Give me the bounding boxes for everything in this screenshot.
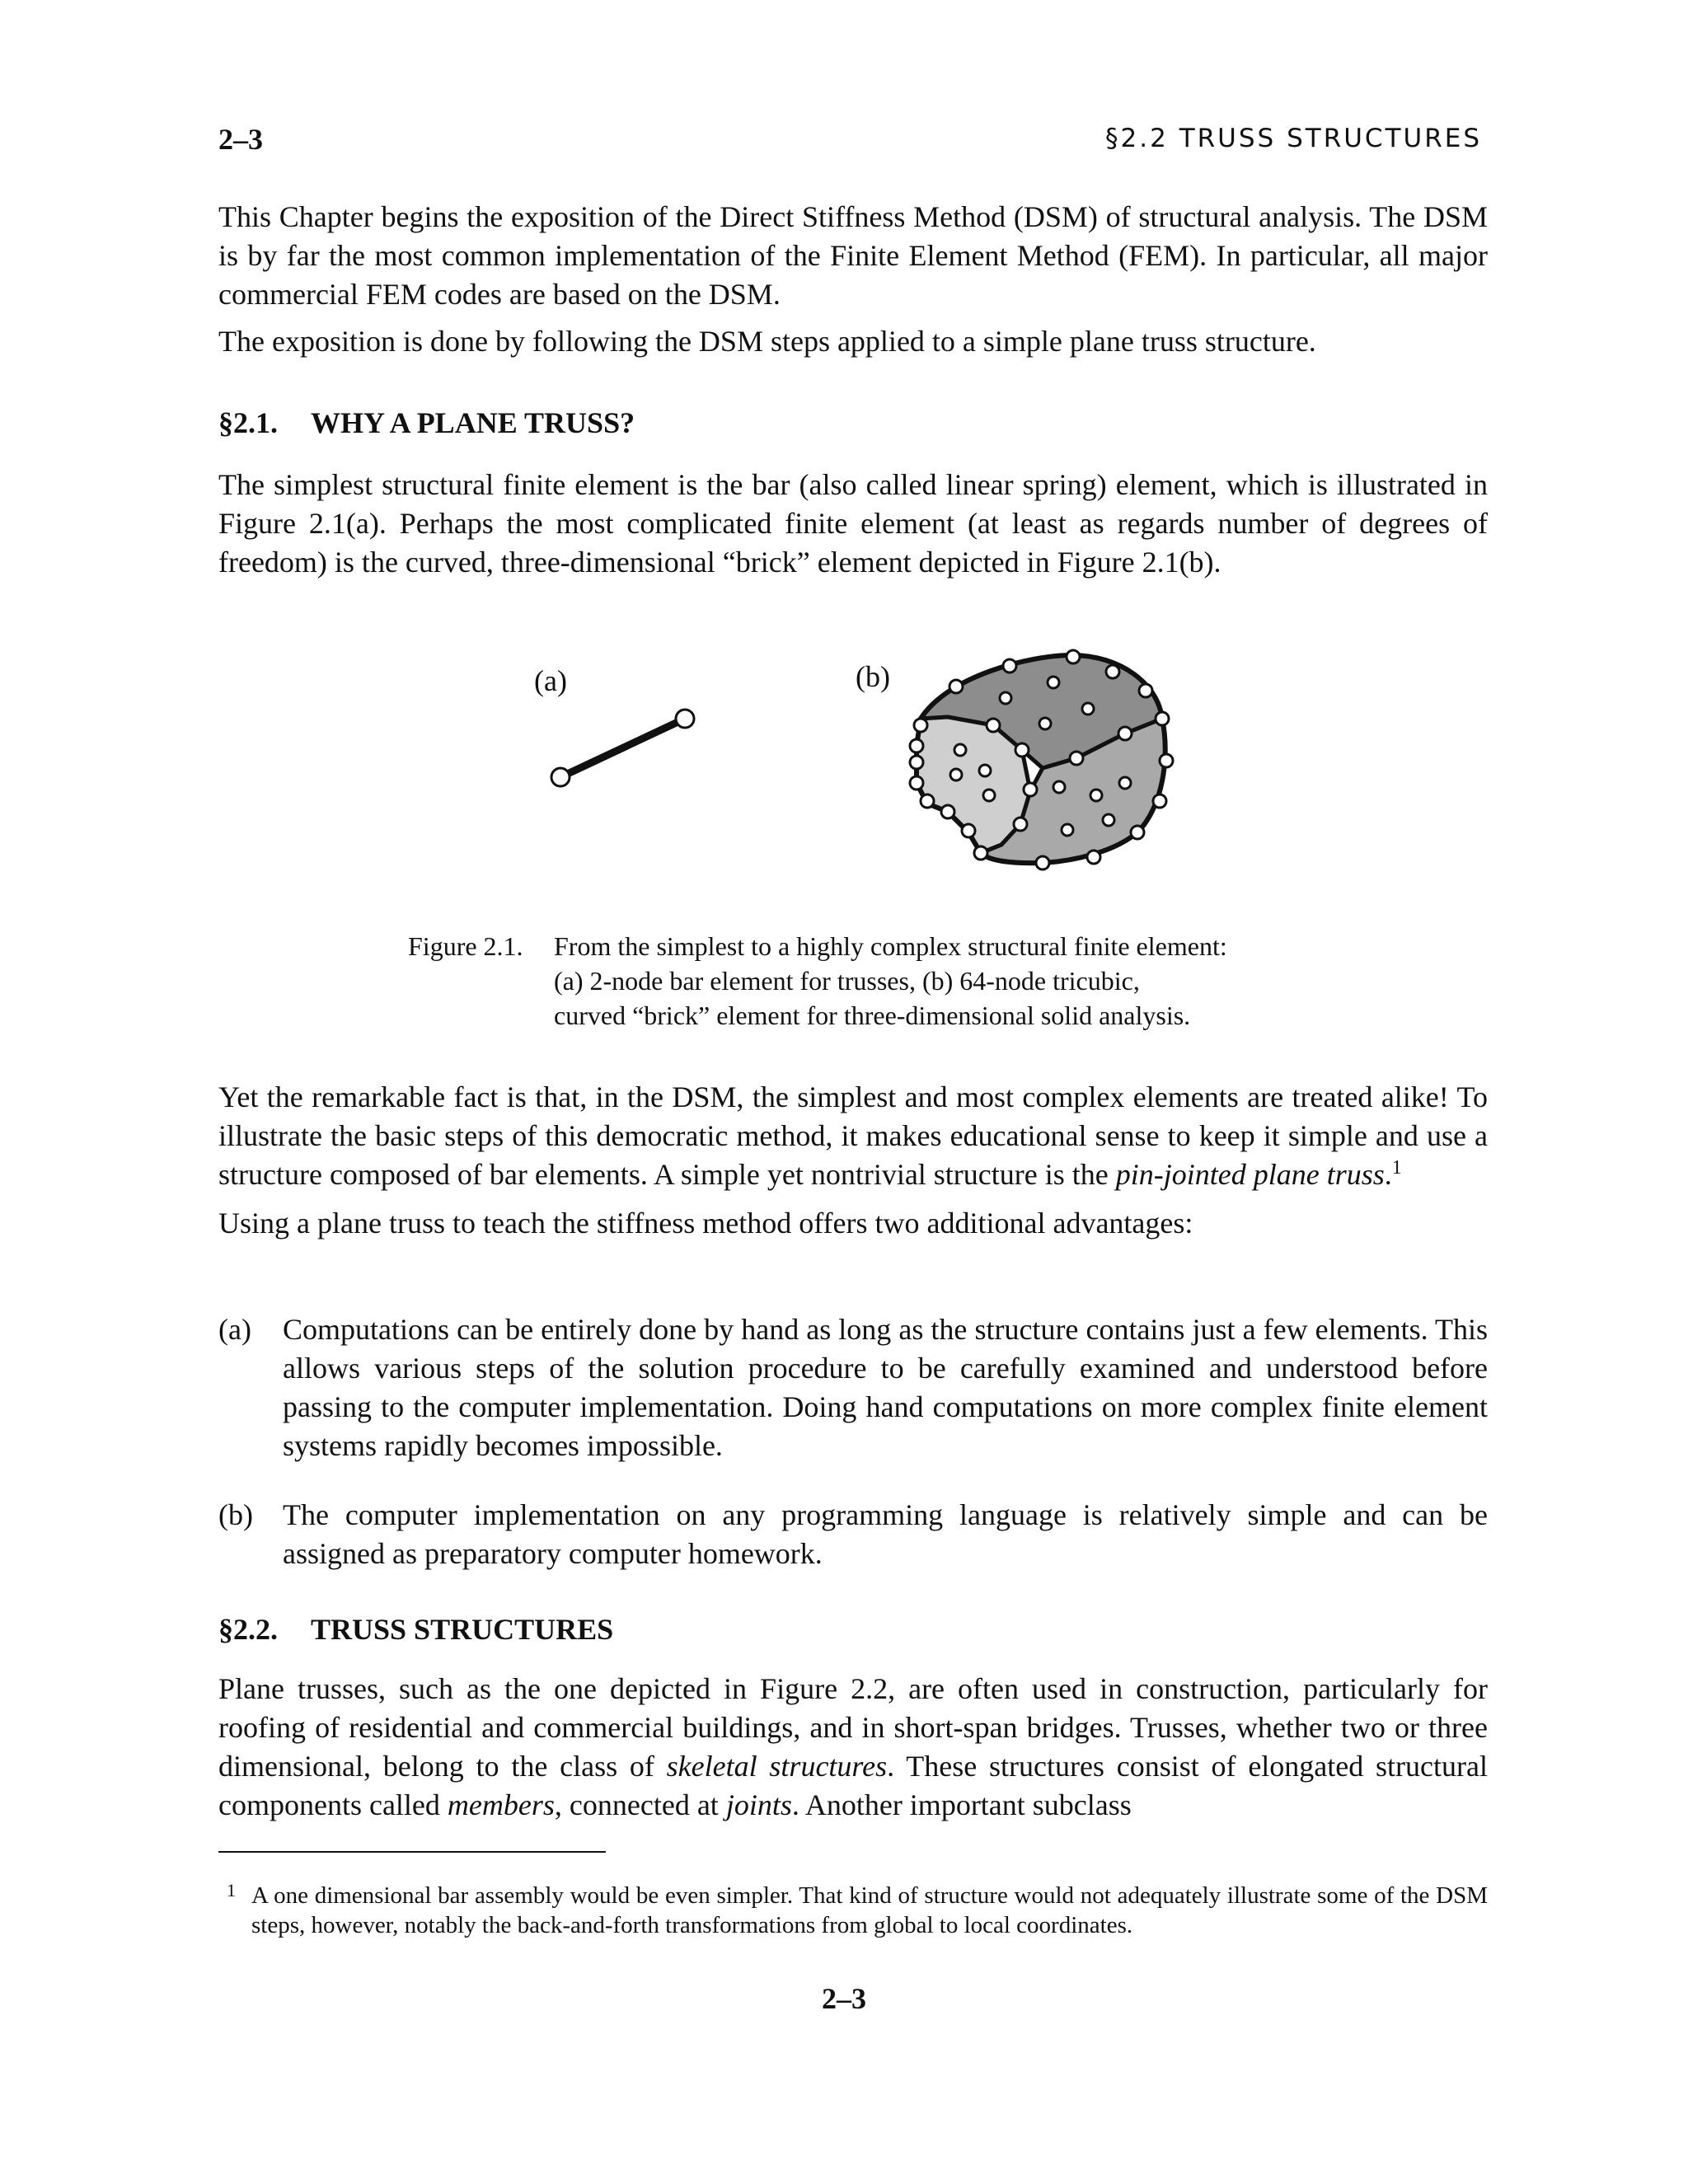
brick-element bbox=[910, 650, 1173, 869]
brick-node bbox=[1103, 814, 1114, 826]
section-2-2-body bbox=[218, 1670, 1488, 1825]
brick-node bbox=[1048, 677, 1059, 688]
header-section-title: §2.2 TRUSS STRUCTURES bbox=[1105, 124, 1482, 153]
brick-node bbox=[941, 805, 954, 818]
list-item-label: (a) bbox=[218, 1313, 251, 1346]
text-run: Yet the remarkable fact is that, in the DSM, the simplest and most complex elements are treated alike! To illustrate the basic steps of this democratic method, it makes educational sense to keep it simple and use a structure composed of bar elements. A simple yet nontrivial structure is the bbox=[218, 1080, 1488, 1191]
figure-2-1-drawing bbox=[0, 0, 1688, 907]
brick-node bbox=[1024, 783, 1037, 796]
brick-node bbox=[1000, 692, 1011, 704]
text-run: Plane trusses, such as the one depicted in Figure 2.2, are often used in construction, particularly for roofing of residential and commercial buildings, and in short-span bridges. Trusses, whether two or three dimensional, belong to the class of bbox=[218, 1672, 1488, 1783]
brick-node bbox=[1053, 781, 1065, 793]
bar-node-1 bbox=[551, 768, 570, 786]
brick-node bbox=[1156, 712, 1169, 725]
brick-node bbox=[979, 765, 991, 776]
brick-node bbox=[1015, 743, 1029, 757]
after-figure-block bbox=[218, 1078, 1488, 1243]
caption-label: Figure 2.1. bbox=[408, 931, 523, 961]
brick-node bbox=[1118, 727, 1132, 740]
brick-node bbox=[962, 824, 975, 837]
list-item-text: The computer implementation on any programming language is relatively simple and can be assigned as preparatory computer homework. bbox=[283, 1498, 1488, 1570]
brick-node bbox=[910, 776, 923, 790]
brick-node bbox=[921, 794, 934, 808]
after-figure-paragraph-2: Using a plane truss to teach the stiffness method offers two additional advantages: bbox=[218, 1207, 1193, 1240]
footnote-rule bbox=[218, 1851, 606, 1853]
caption-line-1: From the simplest to a highly complex structural finite element: bbox=[554, 931, 1227, 961]
text-run: . bbox=[1384, 1158, 1392, 1191]
brick-node bbox=[910, 756, 923, 769]
footnote-mark: 1 bbox=[227, 1880, 236, 1900]
footnote-marker: 1 bbox=[1391, 1157, 1402, 1179]
caption-text bbox=[554, 929, 1378, 1033]
intro-paragraph-2: The exposition is done by following the DSM steps applied to a simple plane truss structure. bbox=[218, 325, 1316, 358]
italic-term: joints bbox=[725, 1788, 792, 1821]
section-number: §2.2. bbox=[218, 1613, 278, 1646]
brick-node bbox=[1067, 650, 1080, 663]
brick-node bbox=[1139, 684, 1152, 697]
header-page-number: 2–3 bbox=[218, 123, 263, 156]
caption-line-3: curved “brick” element for three-dimensional solid analysis. bbox=[554, 1001, 1191, 1030]
brick-node bbox=[910, 739, 923, 752]
brick-node bbox=[1070, 752, 1083, 765]
brick-node bbox=[1160, 754, 1173, 767]
brick-node bbox=[1014, 818, 1027, 831]
text-run: . These structures consist of elongated structural components called bbox=[218, 1750, 1488, 1821]
brick-node bbox=[983, 790, 995, 801]
brick-node bbox=[950, 680, 963, 693]
section-title: WHY A PLANE TRUSS? bbox=[311, 406, 635, 439]
brick-node bbox=[914, 719, 927, 732]
list-item-label: (b) bbox=[218, 1498, 253, 1531]
italic-term: skeletal structures bbox=[666, 1750, 888, 1783]
brick-node bbox=[1082, 703, 1094, 715]
brick-node bbox=[1153, 794, 1166, 808]
text-run: , connected at bbox=[554, 1788, 719, 1821]
footnote-text: A one dimensional bar assembly would be even simpler. That kind of structure would not adequately illustrate some of the DSM steps, however, notably the back-and-forth transformations from global to local coordinates. bbox=[251, 1882, 1488, 1938]
italic-term: pin-jointed plane truss bbox=[1115, 1158, 1385, 1191]
figure-label-a: (a) bbox=[534, 664, 567, 697]
section-title: TRUSS STRUCTURES bbox=[311, 1613, 614, 1646]
brick-node bbox=[950, 769, 962, 780]
section-2-1-paragraph: The simplest structural finite element is the bar (also called linear spring) element, which is illustrated in Figure 2.1(a). Perhaps the most complicated finite element (at least as regards number of degrees of freedom) is the curved, three-dimensional “brick” element depicted in Figure 2.1(b). bbox=[218, 468, 1488, 579]
brick-node bbox=[1090, 790, 1102, 801]
after-figure-paragraph-1 bbox=[218, 1078, 1488, 1194]
brick-node bbox=[1003, 659, 1016, 673]
list-item-text: Computations can be entirely done by hand as long as the structure contains just a few elements. This allows various steps of the solution procedure to be carefully examined and understood before passing to the computer implementation. Doing hand computations on more complex finite element systems rapidly becomes impossible. bbox=[283, 1313, 1488, 1462]
italic-term: members bbox=[447, 1788, 555, 1821]
text-run: . Another important subclass bbox=[791, 1788, 1132, 1821]
brick-node bbox=[987, 719, 1000, 732]
caption-line-2: (a) 2-node bar element for trusses, (b) 64-node tricubic, bbox=[554, 966, 1140, 996]
section-number: §2.1. bbox=[218, 406, 278, 439]
brick-node bbox=[1039, 718, 1051, 729]
intro-paragraph-1: This Chapter begins the exposition of the Direct Stiffness Method (DSM) of structural analysis. The DSM is by far the most common implementation of the Finite Element Method (FEM). In particular, all major commercial FEM codes are based on the DSM. bbox=[218, 200, 1488, 311]
brick-node bbox=[1087, 851, 1100, 864]
brick-node bbox=[1036, 856, 1049, 869]
figure-label-b: (b) bbox=[856, 660, 890, 693]
section-2-2-paragraph bbox=[218, 1670, 1488, 1825]
brick-node bbox=[1119, 777, 1131, 789]
footer-page-number: 2–3 bbox=[822, 1982, 866, 2015]
section-2-2-heading bbox=[218, 1610, 1488, 1649]
bar-element bbox=[551, 710, 694, 786]
bar-member bbox=[560, 719, 685, 777]
brick-node bbox=[1062, 824, 1073, 836]
bar-node-2 bbox=[676, 710, 694, 728]
brick-node bbox=[1131, 826, 1144, 839]
brick-node bbox=[1106, 665, 1119, 678]
brick-node bbox=[954, 744, 966, 756]
brick-node bbox=[974, 846, 987, 860]
